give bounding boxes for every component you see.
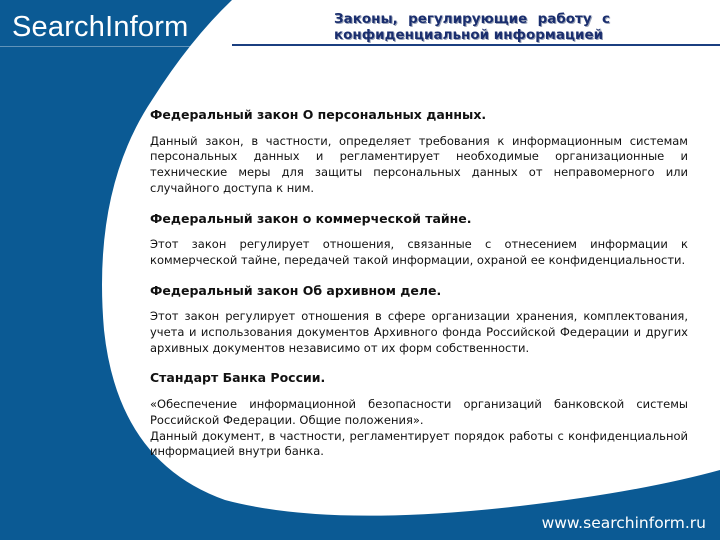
title-underline	[232, 44, 720, 46]
section-body: Этот закон регулирует отношения в сфере организации хранения, комплектования, учета и использования документов Архивного фонда Российской Федерации и других архивных документов независимо от их форм собственности.	[150, 309, 688, 355]
slide-title: Законы, регулирующие работу с конфиденциальной информацией	[334, 11, 610, 43]
section-heading: Федеральный закон о коммерческой тайне.	[150, 210, 472, 226]
section-heading: Стандарт Банка России.	[150, 370, 326, 386]
section-body: «Обеспечение информационной безопасности организаций банковской системы Российской Федерации. Общие положения».	[150, 397, 688, 427]
searchinform-logo	[12, 11, 188, 44]
logo-divider	[0, 46, 210, 47]
section-archive	[150, 283, 688, 357]
section-body: Этот закон регулирует отношения, связанные с отнесением информации к коммерческой тайне, передачей такой информации, охраной ее конфиденциальности.	[150, 237, 688, 267]
section-heading: Федеральный закон О персональных данных.	[150, 107, 487, 122]
section-personal-data	[150, 107, 688, 197]
logo-text-inform: Inform	[105, 11, 189, 43]
logo-text-search: Search	[12, 11, 106, 43]
section-bank-standard	[150, 370, 688, 460]
website-link[interactable]: www.searchinform.ru	[541, 514, 706, 532]
section-heading: Федеральный закон Об архивном деле.	[150, 282, 442, 298]
laws-content	[150, 107, 688, 468]
section-body-extra: Данный документ, в частности, регламентирует порядок работы с конфиденциальной информацией внутри банка.	[150, 428, 688, 459]
section-body: Данный закон, в частности, определяет требования к информационным системам персональных данных и регламентирует необходимые организационные и технические меры для защиты персональных данных от неправомерного или случайного доступа к ним.	[150, 133, 688, 195]
section-commercial-secret	[150, 211, 688, 269]
